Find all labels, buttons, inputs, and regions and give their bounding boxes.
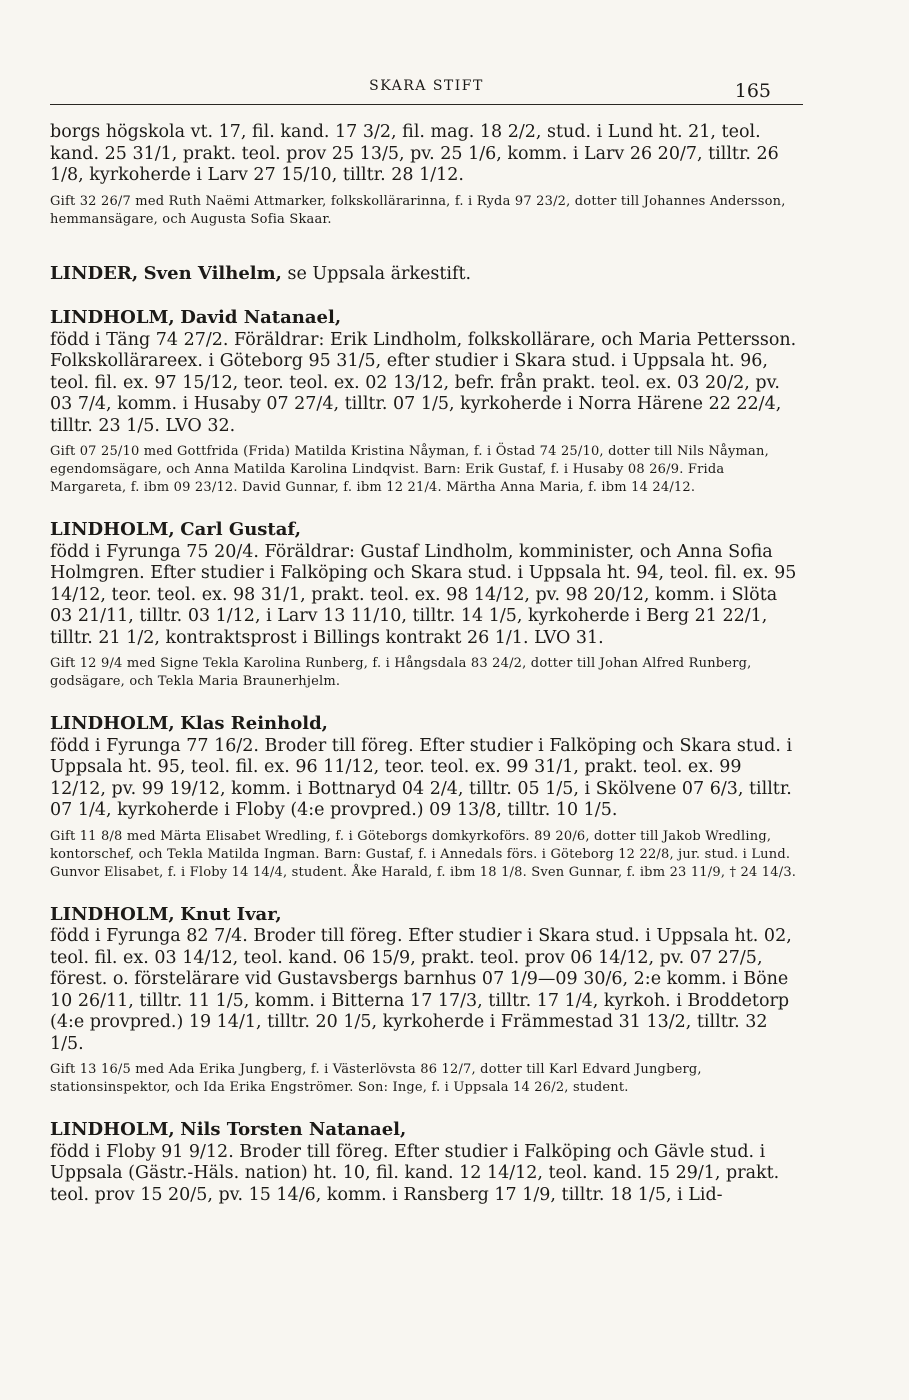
entry-biography: född i Floby 91 9/12. Broder till föreg. Efter studier i Falköping och Gävle stud. i Uppsala (Gästr.-Häls. nation) ht. 10, fil. kand. 12 14/12, teol. kand. 15 29/1, prakt. teol. prov 15 20/5, pv. 15 14/6, komm. i Ransberg 17 1/9, tilltr. 18 1/5, i Lid- — [50, 1141, 780, 1205]
entry-family-note: Gift 13 16/5 med Ada Erika Jungberg, f. i Västerlövsta 86 12/7, dotter till Karl Edvard Jungberg, stationsinspektor, och Ida Erika Engströmer. Son: Inge, f. i Uppsala 14 26/2, student. — [50, 1062, 702, 1095]
page-body — [50, 122, 800, 1206]
running-title: SKARA STIFT — [369, 78, 484, 94]
entry-lindholm-knut — [50, 904, 800, 1098]
continued-family-note: Gift 32 26/7 med Ruth Naëmi Attmarker, folkskollärarinna, f. i Ryda 97 23/2, dotter till Johannes Andersson, hemmansägare, och Augusta Sofia Skaar. — [50, 193, 786, 227]
entry-surname: LINDHOLM, — [50, 903, 175, 925]
entry-lindholm-klas — [50, 713, 800, 882]
entry-biography: född i Fyrunga 82 7/4. Broder till föreg. Efter studier i Skara stud. i Uppsala ht. 02, teol. fil. ex. 03 14/12, teol. kand. 06 15/9, prakt. teol. prov 06 14/12, pv. 07 27/5, förest. o. förstelärare vid Gustavsbergs barnhus 07 1/9—09 30/6, 2:e komm. i Böne 10 26/11, tilltr. 11 1/5, komm. i Bitterna 17 17/3, tilltr. 17 1/4, kyrkoh. i Broddetorp (4:e provpred.) 19 14/1, tilltr. 20 1/5, kyrkoherde i Främmestad 31 13/2, tilltr. 32 1/5. — [50, 926, 792, 1054]
entry-family-note: Gift 12 9/4 med Signe Tekla Karolina Runberg, f. i Hångsdala 83 24/2, dotter till Johan Alfred Runberg, godsägare, och Tekla Maria Braunerhjelm. — [50, 656, 752, 689]
entry-biography: född i Fyrunga 77 16/2. Broder till föreg. Efter studier i Falköping och Skara stud. i Uppsala ht. 95, teol. fil. ex. 96 11/12, teor. teol. ex. 99 31/1, prakt. teol. ex. 99 12/12, pv. 99 19/12, komm. i Bottnaryd 04 2/4, tilltr. 05 1/5, i Skölvene 07 6/3, tilltr. 07 1/4, kyrkoherde i Floby (4:e provpred.) 09 13/8, tilltr. 10 1/5. — [50, 735, 793, 820]
continued-entry — [50, 122, 800, 229]
entry-given-names: Sven Vilhelm, — [143, 262, 282, 284]
entry-given-names: David Natanael, — [180, 307, 342, 328]
entry-given-names: Knut Ivar, — [180, 903, 282, 925]
page-number: 165 — [734, 80, 771, 102]
entry-surname: LINDHOLM, — [50, 519, 175, 540]
entry-family-note: Gift 11 8/8 med Märta Elisabet Wredling, f. i Göteborgs domkyrkoförs. 89 20/6, dotter till Jakob Wredling, kontorschef, och Tekla Matilda Ingman. Barn: Gustaf, f. i Annedals förs. i Göteborg 12 22/8, jur. stud. i Lund. Gunvor Elisabet, f. i Floby 14 14/4, student. Åke Harald, f. ibm 18 1/8. Sven Gunnar, f. ibm 23 11/9, † 24 14/3. — [50, 828, 797, 880]
entry-surname: LINDHOLM, — [50, 1119, 175, 1140]
entry-surname: LINDHOLM, — [50, 307, 175, 328]
continued-biography: borgs högskola vt. 17, fil. kand. 17 3/2, fil. mag. 18 2/2, stud. i Lund ht. 21, teol. kand. 25 31/1, prakt. teol. prov 25 13/5, pv. 25 1/6, komm. i Larv 26 20/7, tilltr. 26 1/8, kyrkoherde i Larv 27 15/10, tilltr. 28 1/12. — [50, 122, 779, 185]
entry-lindholm-david — [50, 307, 800, 497]
entry-biography: född i Täng 74 27/2. Föräldrar: Erik Lindholm, folkskollärare, och Maria Pettersson. Folkskollärareex. i Göteborg 95 31/5, efter studier i Skara stud. i Uppsala ht. 96, teol. fil. ex. 97 15/12, teor. teol. ex. 02 13/12, befr. från prakt. teol. ex. 03 20/2, pv. 03 7/4, komm. i Husaby 07 27/4, tilltr. 07 1/5, kyrkoherde i Norra Härene 22 22/4, tilltr. 23 1/5. LVO 32. — [50, 329, 797, 436]
entry-given-names: Nils Torsten Natanael, — [180, 1119, 407, 1140]
entry-linder-sven — [50, 263, 800, 286]
entry-lindholm-nils — [50, 1119, 800, 1206]
entry-lindholm-carl — [50, 519, 800, 691]
running-header — [50, 72, 803, 105]
entry-surname: LINDER, — [50, 262, 139, 284]
entry-biography: se Uppsala ärkestift. — [287, 263, 472, 284]
entry-surname: LINDHOLM, — [50, 713, 175, 734]
entry-biography: född i Fyrunga 75 20/4. Föräldrar: Gustaf Lindholm, komminister, och Anna Sofia Holmgren. Efter studier i Falköping och Skara stud. i Uppsala ht. 94, teol. fil. ex. 95 14/12, teor. teol. ex. 98 31/1, prakt. teol. ex. 98 14/12, pv. 98 20/12, komm. i Slöta 03 21/11, tilltr. 03 1/12, i Larv 13 11/10, tilltr. 14 1/5, kyrkoherde i Berg 21 22/1, tilltr. 21 1/2, kontraktsprost i Billings kontrakt 26 1/1. LVO 31. — [50, 541, 797, 648]
entry-given-names: Klas Reinhold, — [180, 713, 328, 734]
entry-given-names: Carl Gustaf, — [180, 519, 302, 540]
entry-family-note: Gift 07 25/10 med Gottfrida (Frida) Matilda Kristina Nåyman, f. i Östad 74 25/10, dotter till Nils Nåyman, egendomsägare, och Anna Matilda Karolina Lindqvist. Barn: Erik Gustaf, f. i Husaby 08 26/9. Frida Margareta, f. ibm 09 23/12. David Gunnar, f. ibm 12 21/4. Märtha Anna Maria, f. ibm 14 24/12. — [50, 444, 769, 495]
